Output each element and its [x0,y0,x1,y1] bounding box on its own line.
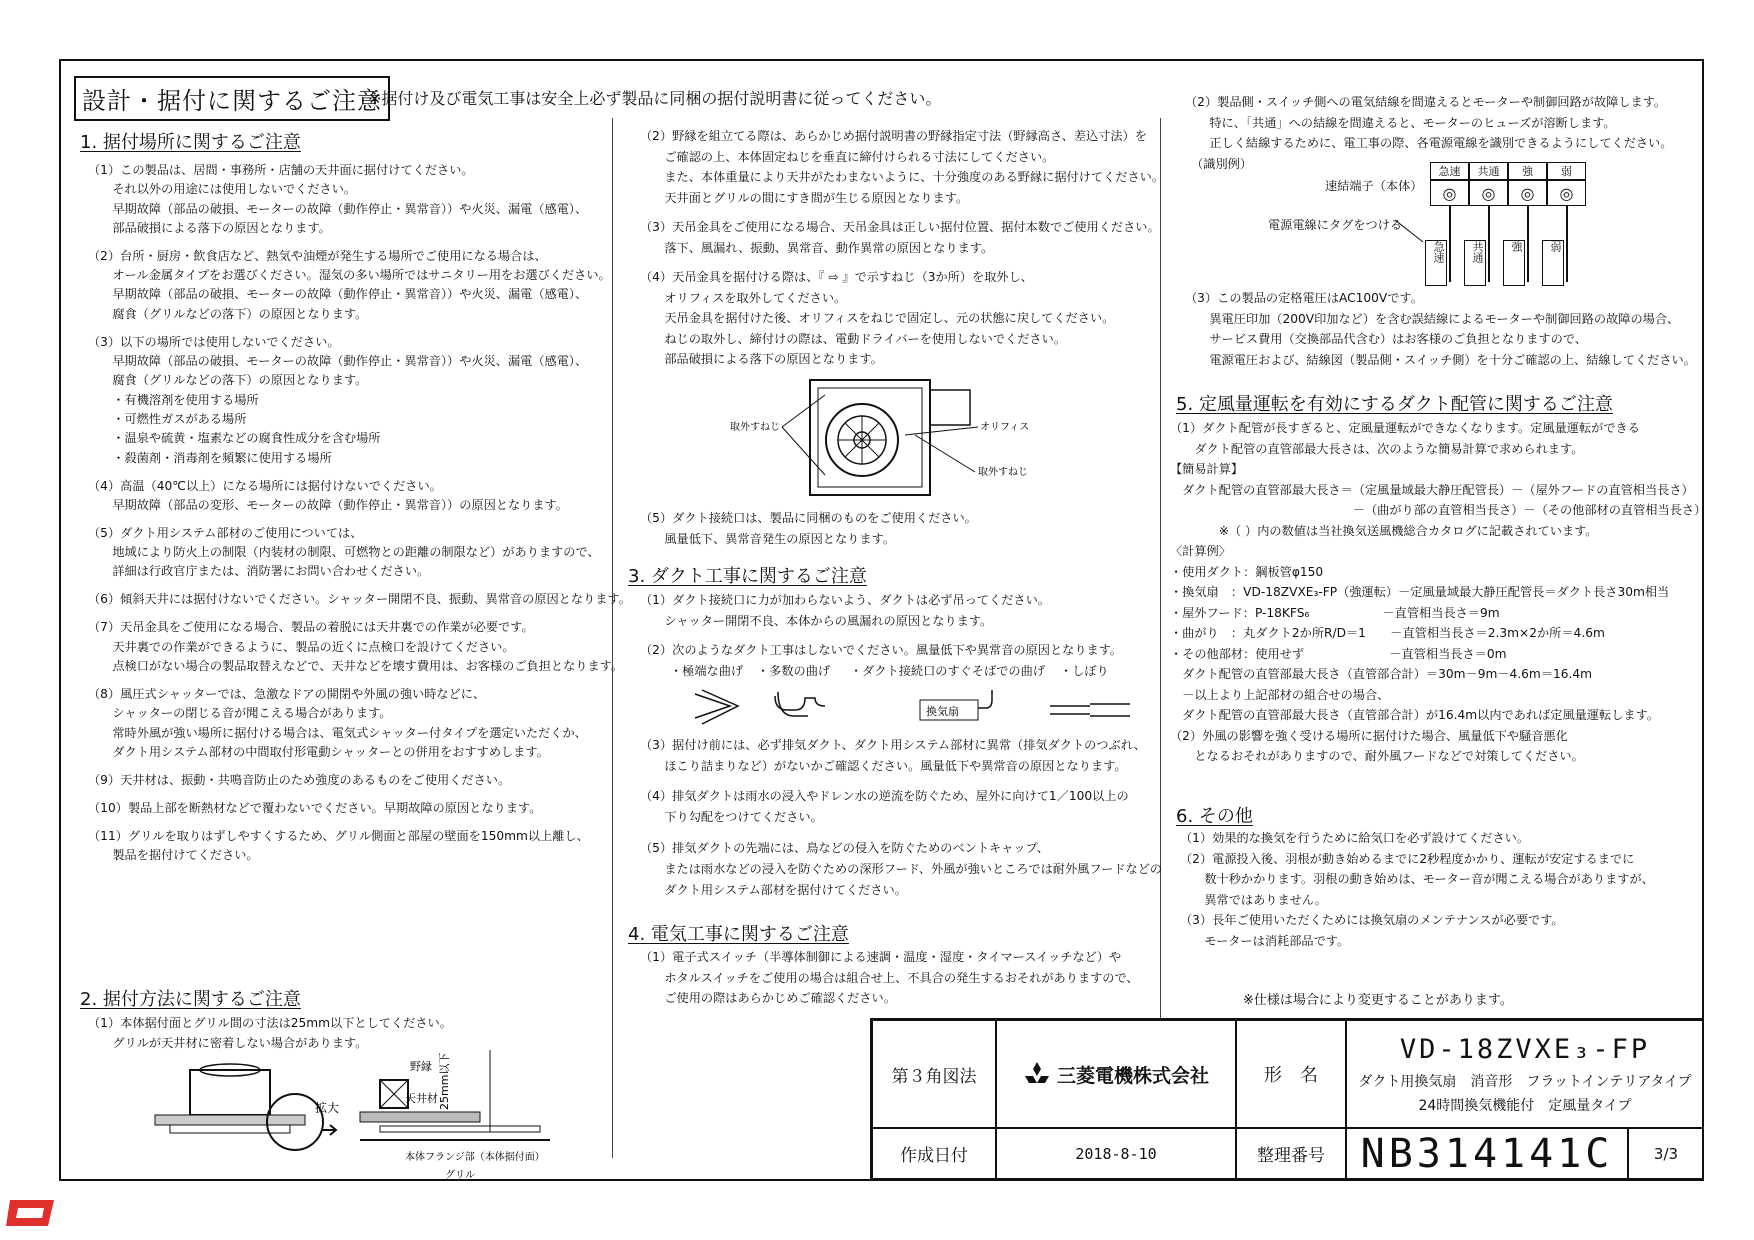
company-logo [996,1020,1236,1128]
text-line: ・使用ダクト：鋼板管φ150 [1170,564,1324,579]
text-line: 〈計算例〉 [1170,544,1231,558]
corner-logo-icon [4,1196,60,1232]
terminal-header: 共通 [1469,162,1508,180]
text-line: （識別例） [1185,156,1253,171]
text-line: ダクト配管の直管部最大長さ（直管部合計）が16.4m以内であれば定風量運転します。 [1170,708,1659,722]
text-line: オール金属タイプをお選びください。湿気の多い場所ではサニタリー用をお選びください。 [88,268,611,283]
ceiling-label: 天井材 [405,1092,438,1105]
duct-example-label: ・多数の曲げ [757,664,831,678]
section-5-heading: 5. 定風量運転を有効にするダクト配管に関するご注意 [1176,394,1613,415]
model-desc-2: 24時間換気機能付 定風量タイプ [1418,1097,1632,1114]
text-line: ・有機溶剤を使用する場所 [88,392,259,407]
text-line: ねじの取外し、締付けの際は、電動ドライバーを使用しないでください。 [640,331,1066,346]
text-line: サービス費用（交換部品代含む）はお客様のご負担となりますので、 [1185,332,1587,346]
text-line: 常時外風が強い場所に据付ける場合は、電気式シャッター付タイプを選定いただくか、 [88,725,587,740]
text-line: 点検口がない場合の製品取替えなどで、天井などを壊す費用は、お客様のご負担となります。 [88,659,624,673]
text-line: －以上より上記部材の組合せの場合、 [1170,687,1390,702]
text-line: （5）排気ダクトの先端には、鳥などの侵入を防ぐためのベントキャップ、 [640,840,1049,855]
projection-method: 第３角図法 [872,1020,996,1128]
install-section-figure [150,1050,590,1180]
text-line: 早期故障（部品の破損、モーターの故障（動作停止・異常音））や火災、漏電（感電）、 [88,201,588,216]
text-line: （9）天井材は、振動・共鳴音防止のため強度のあるものをご使用ください。 [88,772,511,787]
tag-label: 電源電線にタグをつける [1268,218,1403,232]
number-label: 整理番号 [1236,1128,1346,1179]
text-line: （2）野縁を組立てる際は、あらかじめ据付説明書の野縁指定寸法（野縁高さ、差込寸法）を [640,129,1147,143]
spec-note: ※仕様は場合により変更することがあります。 [1243,993,1513,1008]
text-line: （2）電源投入後、羽根が動き始めるまでに2秒程度かかり、運転が安定するまでに [1180,851,1635,866]
title-block [870,1018,1704,1181]
text-line: （10）製品上部を断熱材などで覆わないでください。早期故障の原因となります。 [88,800,542,815]
text-line: となるおそれがありますので、耐外風フードなどで対策してください。 [1170,749,1584,763]
text-line: （11）グリルを取りはずしやすくするため、グリル側面と部屋の壁面を150mm以上離し、 [88,828,589,843]
text-line: ご使用の際はあらかじめご確認ください。 [640,991,896,1005]
text-line: ・その他部材：使用せず －直管相当長さ＝0m [1170,646,1507,661]
flange-label: 本体フランジ部（本体据付面） [405,1152,545,1163]
text-line: （3）この製品の定格電圧はAC100Vです。 [1185,291,1423,305]
text-line: ダクト配管の直管部最大長さ（直管部合計）＝30m－9m－4.6m＝16.4m [1170,667,1592,681]
text-line: （1）効果的な換気を行うために給気口を必ず設けてください。 [1180,831,1530,845]
text-line: 異電圧印加（200V印加など）を含む誤結線によるモーターや制御回路の故障の場合、 [1185,311,1680,326]
duct-example-label: ・極端な曲げ [670,664,744,678]
text-line: （5）ダクト接続口は、製品に同梱のものをご使用ください。 [640,511,977,525]
text-line: ・可燃性ガスがある場所 [88,411,247,426]
text-line: ダクト配管の直管部最大長さ＝（定風量域最大静圧配管長）－（屋外フードの直管相当長さ） [1170,482,1694,497]
text-line: ホタルスイッチをご使用の場合は組合せ上、不具合の発生するおそれがありますので、 [640,970,1139,985]
page-title: 設計・据付に関するご注意 [74,76,390,121]
text-line: モーターは消耗部品です。 [1180,933,1350,948]
text-line: ・換気扇 ：VD-18ZVXE₃-FP（強運転）－定風量域最大静圧配管長＝ダクト長さ30m相当 [1170,585,1670,599]
text-line: 正しく結線するために、電工事の際、各電源電線を識別できるようにしてください。 [1185,136,1673,150]
text-line: （2）台所・厨房・飲食店など、熱気や油煙が発生する場所でご使用になる場合は、 [88,248,547,263]
text-line: （3）据付け前には、必ず排気ダクト、ダクト用システム部材に異常（排気ダクトのつぶれ、 [640,738,1146,752]
text-line: 部品破損による落下の原因となります。 [640,352,883,367]
text-line: 数十秒かかります。羽根の動き始めは、モーター音が聞こえる場合がありますが、 [1180,872,1654,886]
text-line: それ以外の用途には使用しないでください。 [88,182,357,197]
text-line: ※（ ）内の数値は当社換気送風機総合カタログに記載されています。 [1170,523,1598,538]
creation-date: 2018-8-10 [996,1128,1236,1179]
fan-unit-figure [730,375,1050,505]
text-line: 早期故障（部品の破損、モーターの故障（動作停止・異常音））や火災、漏電（感電）、 [88,354,588,369]
terminal-header: 弱 [1547,162,1586,180]
text-line: 電源電圧および、結線図（製品側・スイッチ側）を十分ご確認の上、結線してください。 [1185,352,1696,367]
model-name: VD-18ZVXE₃-FP [1399,1033,1651,1065]
text-line: （1）電子式スイッチ（半導体制御による速調・温度・湿度・タイマースイッチなど）や [640,950,1122,964]
text-line: 特に、「共通」への結線を間違えると、モーターのヒューズが溶断します。 [1185,115,1616,130]
text-line: 腐食（グリルなどの落下）の原因となります。 [88,306,368,321]
section-3-heading: 3. ダクト工事に関するご注意 [628,566,867,587]
text-line: （3）以下の場所では使用しないでください。 [88,334,340,349]
orifice-label: オリフィス [980,422,1030,433]
form-label: 形 名 [1236,1020,1346,1128]
text-line: または雨水などの浸入を防ぐための深形フード、外風が強いところでは耐外風フードなどの [640,861,1163,876]
text-line: ・殺菌剤・消毒剤を頻繁に使用する場所 [88,450,332,465]
text-line: ・温泉や硫黄・塩素などの腐食性成分を含む場所 [88,431,381,446]
section-4-heading: 4. 電気工事に関するご注意 [628,924,849,945]
duct-bend-figures [690,688,1130,728]
terminal-screw-icon: ◎ [1469,180,1508,206]
text-line: 早期故障（部品の破損、モーターの故障（動作停止・異常音））や火災、漏電（感電）、 [88,287,588,302]
section-2-heading: 2. 据付方法に関するご注意 [80,989,301,1010]
screw-right-label: 取外すねじ [978,467,1028,478]
text-line: （2）製品側・スイッチ側への電気結線を間違えるとモーターや制御回路が故障します。 [1185,95,1667,109]
text-line: ご確認の上、本体固定ねじを垂直に締付けられる寸法にしてください。 [640,149,1055,164]
terminal-label: 速結端子（本体） [1325,179,1423,193]
text-line: 早期故障（部品の変形、モーターの故障（動作停止・異常音））の原因となります。 [88,497,568,512]
zoom-label: 拡大 [315,1101,340,1115]
text-line: シャッター開閉不良、本体からの風漏れの原因となります。 [640,613,993,628]
terminal-header: 強 [1508,162,1547,180]
column-divider-1 [612,118,613,1158]
text-line: ダクト用システム部材を据付けてください。 [640,882,907,897]
grille-label: グリル [445,1170,475,1180]
text-line: 詳細は行政官庁または、消防署にお問い合わせください。 [88,564,430,579]
document-number: NB314141C [1346,1128,1628,1179]
wire-tag: 強 [1503,240,1525,286]
text-line: （1）ダクト配管が長すぎると、定風量運転ができなくなります。定風量運転ができる [1170,421,1640,435]
column-divider-2 [1160,118,1161,1018]
text-line: （1）ダクト接続口に力が加わらないよう、ダクトは必ず吊ってください。 [640,593,1050,607]
text-line: （4）高温（40℃以上）になる場所には据付けないでください。 [88,478,442,493]
text-line: （3）長年ご使用いただくためには換気扇のメンテナンスが必要です。 [1180,913,1564,927]
text-line: 部品破損による落下の原因となります。 [88,220,331,235]
text-line: （8）風圧式シャッターでは、急激なドアの開閉や外風の強い時などに、 [88,686,486,701]
mitsubishi-logo-icon [1023,1062,1051,1086]
company-name: 三菱電機株式会社 [1056,1064,1209,1087]
text-line: 異常ではありません。 [1180,892,1327,907]
text-line: グリルが天井材に密着しない場合があります。 [88,1036,368,1050]
text-line: ほこり詰まりなど）がないかご確認ください。風量低下や異常音の原因となります。 [640,759,1127,773]
text-line: ダクト配管の直管部最大長さは、次のような簡易計算で求められます。 [1170,441,1584,456]
model-cell [1346,1020,1704,1128]
terminal-screw-icon: ◎ [1547,180,1586,206]
text-line: 風量低下、異常音発生の原因となります。 [640,531,895,546]
model-desc-1: ダクト用換気扇 消音形 フラットインテリアタイプ [1358,1073,1692,1090]
wire-tag: 弱 [1542,240,1564,286]
text-line: 天井裏での作業ができるように、製品の近くに点検口を設けてください。 [88,639,515,654]
section-6-heading: 6. その他 [1176,806,1253,827]
text-line: ダクト用システム部材の中間取付形電動シャッターとの併用をおすすめします。 [88,744,549,759]
text-line: 落下、風漏れ、振動、異常音、動作異常の原因となります。 [640,240,994,255]
terminal-screw-icon: ◎ [1508,180,1547,206]
text-line: 地域により防火上の制限（内装材の制限、可燃物との距離の制限など）がありますので、 [88,545,600,560]
text-line: （2）次のようなダクト工事はしないでください。風量低下や異常音の原因となります。 [640,643,1123,658]
text-line: 【簡易計算】 [1170,462,1244,476]
dim-label: 25mm以下 [438,1052,451,1110]
text-line: オリフィスを取外してください。 [640,290,847,305]
text-line: また、本体重量により天井がたわまないように、十分強度のある野縁に据付けてください。 [640,170,1165,184]
text-line: （3）天吊金具をご使用になる場合、天吊金具は正しい据付位置、据付本数でご使用ください。 [640,220,1160,235]
wire-tag: 共通 [1464,240,1486,286]
text-line: （1）本体据付面とグリル間の寸法は25mm以下としてください。 [88,1016,452,1030]
text-line: 製品を据付けてください。 [88,848,259,863]
text-line: （2）外風の影響を強く受ける場所に据付けた場合、風量低下や騒音悪化 [1170,728,1568,743]
terminal-header: 急速 [1430,162,1469,180]
terminal-screw-icon: ◎ [1430,180,1469,206]
text-line: －（曲がり部の直管相当長さ）－（その他部材の直管相当長さ） [1170,503,1707,517]
text-line: （5）ダクト用システム部材のご使用については、 [88,525,363,540]
text-line: 天吊金具を据付けた後、オリフィスをねじで固定し、元の状態に戻してください。 [640,311,1115,326]
text-line: ・屋外フード：P-18KFS₆ －直管相当長さ＝9m [1170,605,1500,620]
section-1-heading: 1. 据付場所に関するご注意 [80,132,301,153]
top-note: ※据付け及び電気工事は安全上必ず製品に同梱の据付説明書に従ってください。 [368,89,942,108]
duct-example-label: ・しぼり [1060,664,1109,678]
text-line: （4）天吊金具を据付ける際は、『 ⇨ 』で示すねじ（3か所）を取外し、 [640,270,1033,285]
text-line: 下り勾配をつけてください。 [640,810,823,825]
text-line: （4）排気ダクトは雨水の浸入やドレン水の逆流を防ぐため、屋外に向けて1／100以上の [640,789,1129,804]
text-line: 天井面とグリルの間にすき間が生じる原因となります。 [640,190,969,205]
screw-left-label: 取外すねじ [730,422,780,433]
duct-fan-label: 換気扇 [926,705,959,718]
text-line: 腐食（グリルなどの落下）の原因となります。 [88,373,368,388]
text-line: シャッターの閉じる音が聞こえる場合があります。 [88,706,392,721]
joist-label: 野縁 [410,1060,432,1073]
duct-example-label: ・ダクト接続口のすぐそばでの曲げ [850,664,1045,678]
wire-tag: 急速 [1425,240,1447,286]
date-label: 作成日付 [872,1128,996,1179]
terminal-block [1430,162,1586,206]
page-number: 3/3 [1628,1128,1704,1179]
text-line: ・曲がり ：丸ダクト2か所R/D＝1 －直管相当長さ＝2.3m×2か所＝4.6m [1170,626,1605,640]
text-line: （1）この製品は、居間・事務所・店舗の天井面に据付けてください。 [88,163,474,177]
text-line: （7）天吊金具をご使用になる場合、製品の着脱には天井裏での作業が必要です。 [88,620,534,635]
text-line: （6）傾斜天井には据付けないでください。シャッター開閉不良、振動、異常音の原因となります。 [88,592,631,607]
